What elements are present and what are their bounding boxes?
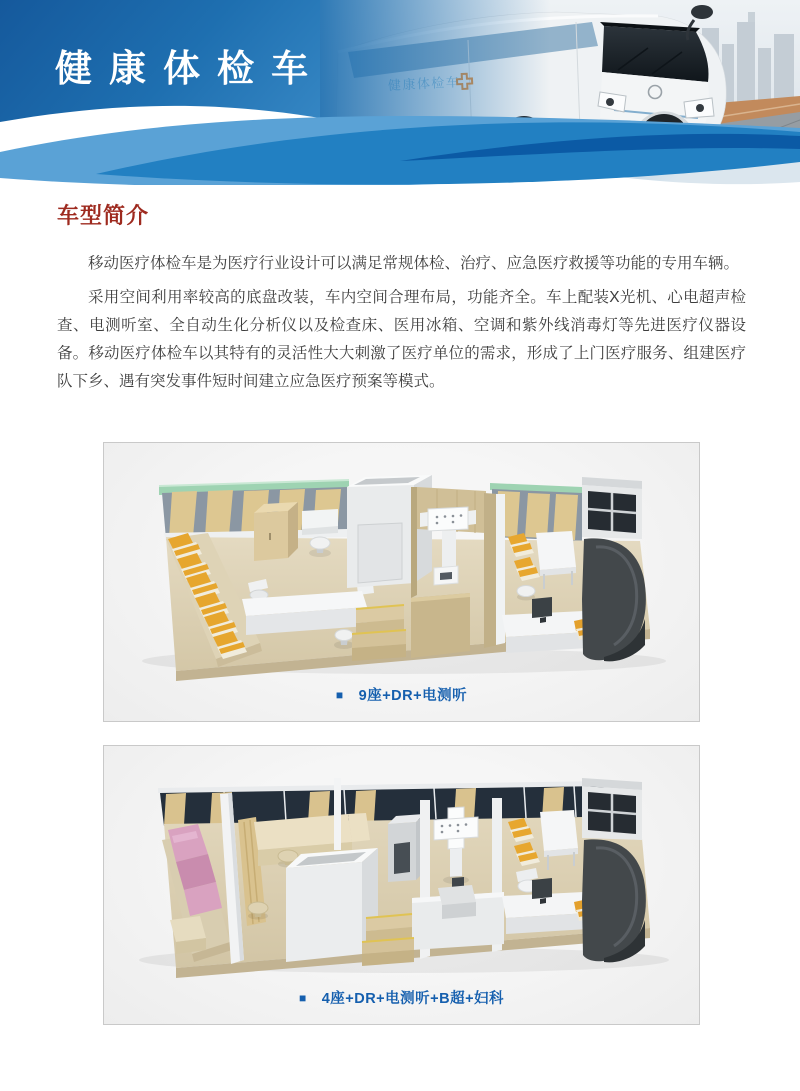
caption-bullet-icon: ■ <box>298 991 307 1005</box>
headlight-left-lens <box>606 98 614 106</box>
side-table <box>170 916 206 942</box>
header-banner <box>0 0 800 185</box>
caption-text-1: 9座+DR+电测听 <box>358 688 468 704</box>
caption-bullet-icon: ■ <box>335 688 344 702</box>
intro-text <box>57 250 746 396</box>
side-mirror <box>691 5 713 19</box>
intro-paragraph-1: 移动医疗体检车是为医疗行业设计可以满足常规体检、治疗、应急医疗救援等功能的专用车辆。 <box>88 255 740 272</box>
figure-caption-2 <box>104 987 699 1008</box>
cab-rear-wall <box>582 778 642 840</box>
floorplan-illustration-9seat <box>104 449 701 687</box>
entry-steps <box>352 605 406 661</box>
wood-cabinet <box>254 502 298 561</box>
support-pillar <box>334 778 341 850</box>
caption-text-2: 4座+DR+电测听+B超+妇科 <box>321 991 505 1007</box>
figure-plan-9seat <box>103 442 700 722</box>
headlight-right-lens <box>696 104 704 112</box>
section-title: 车型简介 <box>57 203 150 228</box>
header-background-art <box>0 0 800 185</box>
round-stool <box>309 537 331 557</box>
cab-rear-wall <box>582 477 642 539</box>
figure-caption-1 <box>104 684 699 705</box>
page-title: 健康体检车 <box>55 49 326 90</box>
round-stool-b <box>248 902 268 920</box>
corridor-cabinet <box>388 814 424 882</box>
wall-table <box>302 509 338 535</box>
entry-steps <box>362 914 414 966</box>
intro-paragraph-2: 采用空间利用率较高的底盘改装，车内空间合理布局，功能齐全。车上配装X光机、心电超声检查、电测听室、全自动生化分析仪以及检查床、医用冰箱、空调和紫外线消毒灯等先进医疗仪器设备。移动医疗体检车以其特有的灵活性大大刺激了医疗单位的需求，形成了上门医疗服务、组建医疗队下乡、遇有突发事件短时间建立应急医疗预案等模式。 <box>57 289 746 390</box>
main-content <box>0 199 800 1025</box>
floorplan-illustration-4seat <box>104 752 701 990</box>
figure-plan-4seat <box>103 745 700 1025</box>
